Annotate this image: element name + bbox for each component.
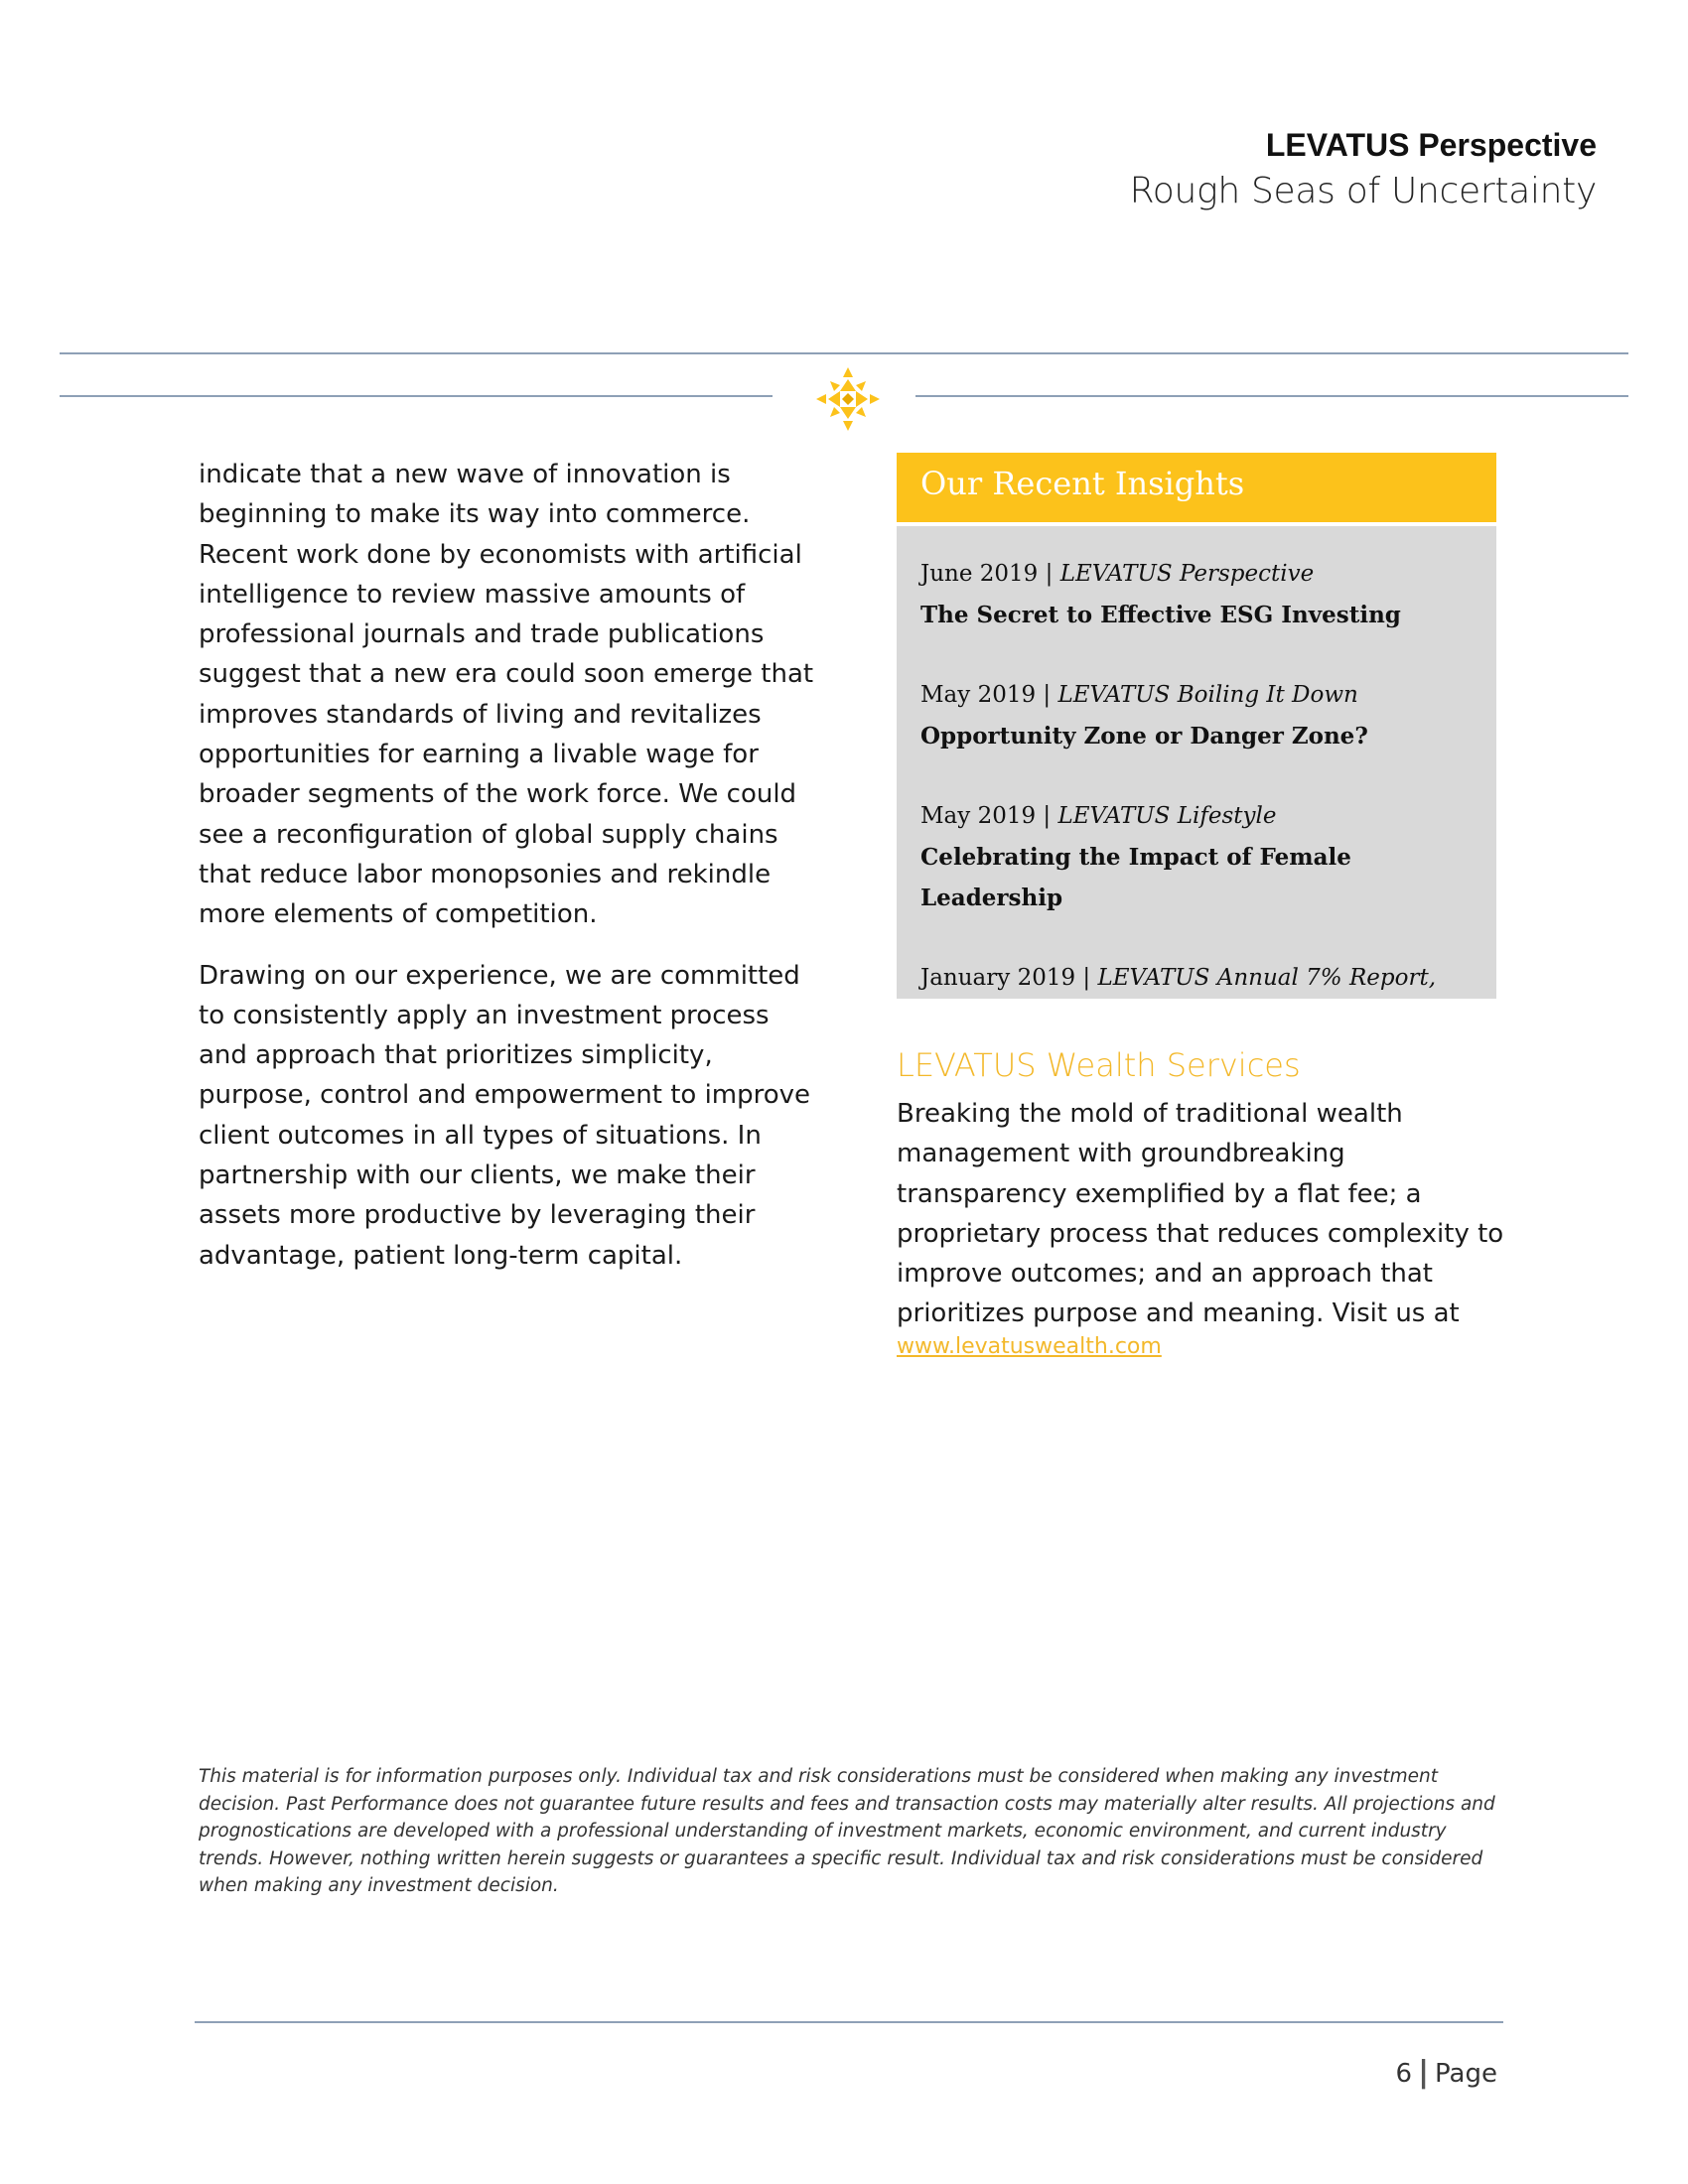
page-separator: | <box>1418 2055 1430 2090</box>
gold-diamond-compass-icon <box>816 367 880 431</box>
wealth-services-heading: LEVATUS Wealth Services <box>897 1046 1301 1084</box>
header-rule-left <box>60 395 773 397</box>
website-link[interactable]: www.levatuswealth.com <box>897 1334 1162 1359</box>
page-label: Page <box>1435 2059 1497 2089</box>
insight-series: LEVATUS Perspective <box>1059 561 1315 587</box>
body-text-column <box>199 455 814 1297</box>
body-paragraph: Drawing on our experience, we are committed to consistently apply an investment process and approach that prioritizes simplicity, purpose, control and empowerment to improve client outcomes in all types of situations. In partnership with our clients, we make their assets more productive by leveraging their advantage, patient long-term capital. <box>199 960 811 1271</box>
wealth-services-text: Breaking the mold of traditional wealth management with groundbreaking transparency exemplified by a flat fee; a proprietary process that reduces complexity to improve outcomes; and an approach that prioritizes purpose and meaning. Visit us at <box>897 1099 1504 1329</box>
footer-rule <box>195 2021 1503 2023</box>
recent-insights-panel <box>897 453 1496 999</box>
recent-insights-heading: Our Recent Insights <box>897 453 1496 522</box>
insight-series: LEVATUS Boiling It Down <box>1057 682 1358 708</box>
document-title: Rough Seas of Uncertainty <box>1129 171 1597 211</box>
insight-series: LEVATUS Lifestyle <box>1057 803 1277 829</box>
insight-date: January 2019 | <box>920 965 1098 991</box>
insight-title: Opportunity Zone or Danger Zone? <box>920 723 1368 750</box>
page-number: 6 <box>1395 2059 1413 2089</box>
insight-series: LEVATUS Annual 7% Report, <box>1097 965 1437 991</box>
recent-insights-list <box>897 526 1496 999</box>
header-rule-top <box>60 352 1628 354</box>
legal-disclaimer: This material is for information purposes only. Individual tax and risk considerations must be considered when making any investment decision. Past Performance does not guarantee future results and fees and transaction costs may materially alter results. All projections and prognostications are developed with a professional understanding of investment markets, economic environment, and current industry trends. However, nothing written herein suggests or guarantees a specific result. Individual tax and risk considerations must be considered when making any investment decision. <box>199 1766 1495 1896</box>
insight-item[interactable] <box>920 796 1473 918</box>
insight-date: May 2019 | <box>920 682 1058 708</box>
insight-title: The Secret to Effective ESG Investing <box>920 602 1401 628</box>
insight-item[interactable] <box>920 958 1473 999</box>
insight-item[interactable] <box>920 554 1473 635</box>
body-paragraph: indicate that a new wave of innovation is beginning to make its way into commerce. Recent work done by economists with artificial intelligence to review massive amounts of professional journals and trade publications suggest that a new era could soon emerge that improves standards of living and revitalizes opportunities for earning a livable wage for broader segments of the work force. We could see a reconfiguration of global supply chains that reduce labor monopsonies and rekindle more elements of competition. <box>199 460 814 930</box>
header-rule-right <box>915 395 1628 397</box>
document-series-title: LEVATUS Perspective <box>1265 127 1597 163</box>
insight-item[interactable] <box>920 675 1473 756</box>
insight-title: Celebrating the Impact of Female Leadership <box>920 844 1351 911</box>
insight-date: May 2019 | <box>920 803 1058 829</box>
insight-date: June 2019 | <box>920 561 1060 587</box>
page-indicator <box>1396 2055 1497 2090</box>
